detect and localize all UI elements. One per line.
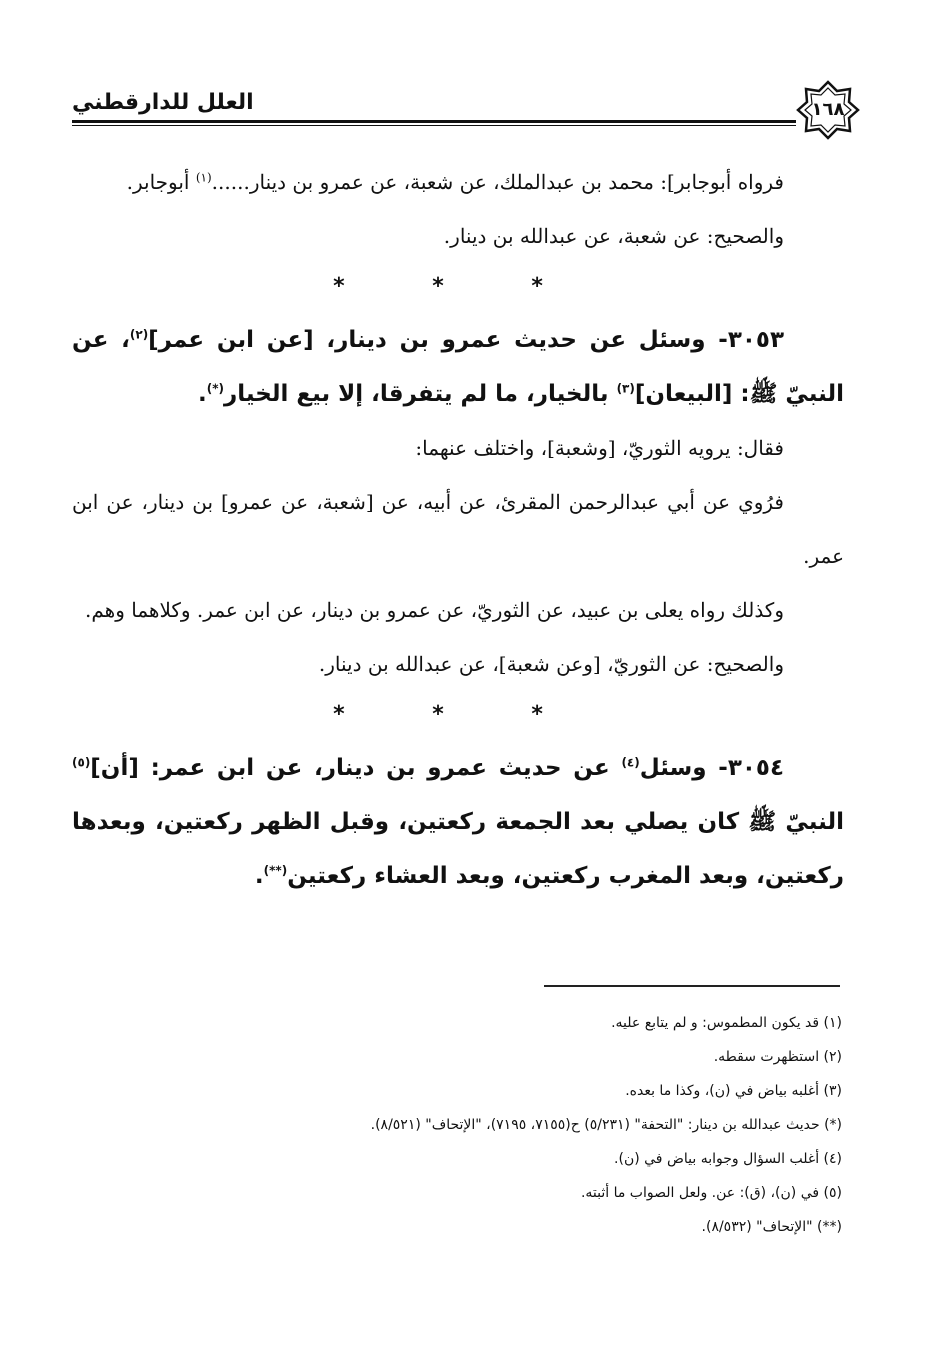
paragraph-3: فقال: يرويه الثوريّ، [وشعبة]، واختلف عنهما: bbox=[415, 436, 784, 460]
p1-text: فرواه أبوجابر]: محمد بن عبدالملك، عن شعبة، عن عمرو بن دينار...... bbox=[211, 170, 784, 194]
paragraph-5: وكذلك رواه يعلى بن عبيد، عن الثوريّ، عن عمرو بن دينار، عن ابن عمر. وكلاهما وهم. bbox=[85, 598, 784, 622]
paragraph-1 bbox=[72, 155, 844, 209]
q3053-part-c: بالخيار، ما لم يتفرقا، إلا بيع الخيار bbox=[224, 381, 617, 407]
section-separator: * * * bbox=[333, 274, 583, 299]
footnote-3: (٣) أغلبه بياض في (ن)، وكذا ما بعده. bbox=[625, 1083, 842, 1099]
footnote-rule bbox=[544, 985, 840, 987]
footnote-ref-3: (٣) bbox=[616, 381, 635, 396]
q3054-part-c: النبيّ ﷺ كان يصلي بعد الجمعة ركعتين، وقبل الظهر ركعتين، وبعدها ركعتين، وبعد المغرب ركعتين، وبعد العشاء ركعتين bbox=[72, 809, 844, 889]
section-separator-2: * * * bbox=[333, 702, 583, 727]
q3053-part-b: ، عن النبيّ ﷺ: [البيعان] bbox=[72, 327, 844, 407]
p1-tail: أبوجابر. bbox=[126, 170, 196, 194]
footnote-star: (*) حديث عبدالله بن دينار: "التحفة" (٥/٢٣١) ح(٧١٥٥، ٧١٩٥)، "الإتحاف" (٨/٥٢١). bbox=[370, 1117, 842, 1133]
footnote-5: (٥) في (ن)، (ق): عن. ولعل الصواب ما أثبته. bbox=[580, 1185, 842, 1201]
footnotes bbox=[72, 1006, 842, 1244]
footnote-ref-5: (٥) bbox=[72, 755, 91, 770]
header-rule bbox=[72, 120, 796, 123]
page-number-badge bbox=[796, 80, 860, 140]
footnote-ref-1: (١) bbox=[195, 170, 212, 185]
q3054-part-d: . bbox=[254, 863, 264, 889]
body-text bbox=[72, 155, 844, 903]
book-title: العلل للدارقطني bbox=[72, 90, 254, 115]
footnote-1: (١) قد يكون المطموس: و لم يتابع عليه. bbox=[611, 1015, 842, 1031]
paragraph-2: والصحيح: عن شعبة، عن عبدالله بن دينار. bbox=[443, 224, 784, 248]
footnote-2: (٢) استظهرت سقطه. bbox=[713, 1049, 842, 1065]
q3054-part-b: عن حديث عمرو بن دينار، عن ابن عمر: [أن] bbox=[90, 755, 622, 781]
paragraph-6: والصحيح: عن الثوريّ، [وعن شعبة]، عن عبدالله بن دينار. bbox=[318, 652, 784, 676]
q3054-part-a: ٣٠٥٤- وسئل bbox=[639, 755, 784, 781]
footnote-double-star: (**) "الإتحاف" (٨/٥٣٢). bbox=[701, 1219, 842, 1235]
footnote-ref-star: (*) bbox=[206, 381, 225, 396]
running-header bbox=[72, 80, 860, 140]
paragraph-4: فرُوي عن أبي عبدالرحمن المقرئ، عن أبيه، عن [شعبة، عن عمرو] بن دينار، عن ابن عمر. bbox=[72, 490, 844, 568]
question-3053 bbox=[72, 313, 844, 421]
page-number: ١٦٨ bbox=[811, 99, 845, 120]
footnote-ref-4: (٤) bbox=[621, 755, 640, 770]
footnote-4: (٤) أغلب السؤال وجوابه بياض في (ن). bbox=[614, 1151, 842, 1167]
q3053-part-d: . bbox=[198, 381, 207, 407]
footnote-ref-2: (٢) bbox=[129, 327, 149, 342]
footnote-ref-double-star: (**) bbox=[263, 863, 288, 878]
question-3054 bbox=[72, 741, 844, 903]
q3053-part-a: ٣٠٥٣- وسئل عن حديث عمرو بن دينار، [عن ابن عمر] bbox=[148, 327, 784, 353]
header-rule-thin bbox=[72, 125, 796, 126]
